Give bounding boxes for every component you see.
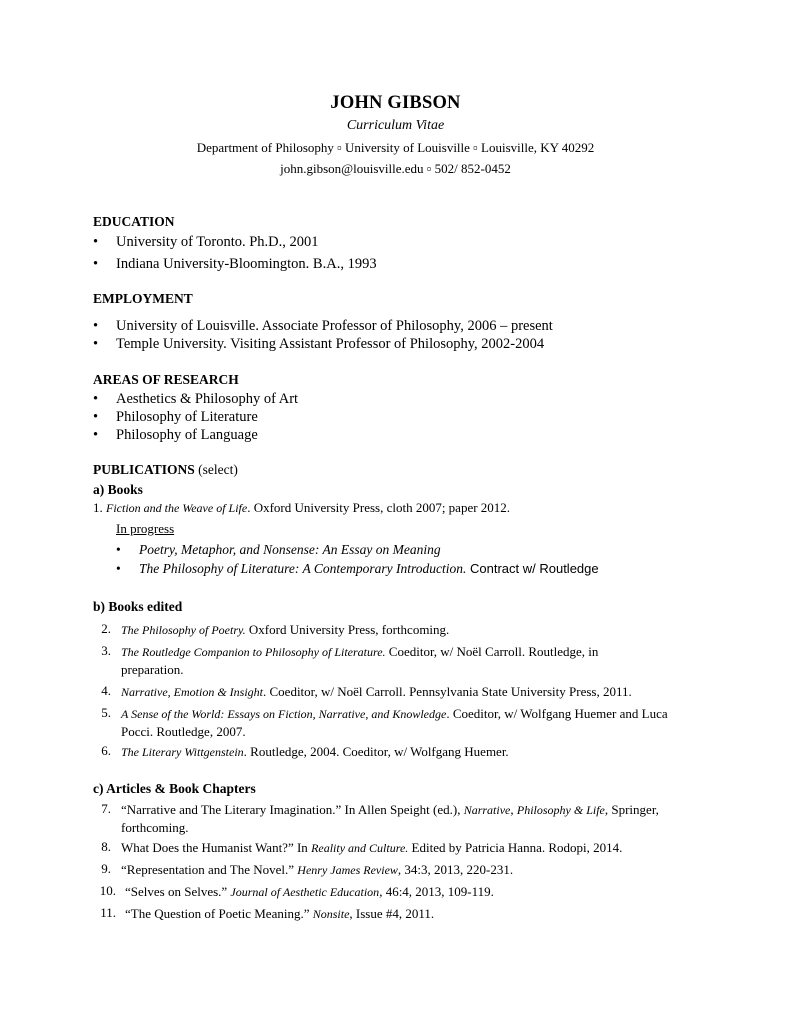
- edited-details: . Coeditor, w/ Wolfgang Huemer and Luca Pocci. Routledge, 2007.: [121, 706, 668, 739]
- article-details: , Issue #4, 2011.: [349, 906, 435, 921]
- article-text: “Selves on Selves.”: [125, 884, 231, 899]
- article-entry: [125, 883, 725, 901]
- article-entry: [125, 905, 725, 923]
- publications-heading: [93, 462, 238, 478]
- article-title: Journal of Aesthetic Education: [230, 885, 380, 899]
- article-details: , 46:4, 2013, 109-119.: [379, 884, 494, 899]
- in-progress-item: • Poetry, Metaphor, and Nonsense: An Essay on Meaning: [116, 542, 441, 557]
- research-item-text: Aesthetics & Philosophy of Art: [116, 391, 299, 407]
- article-title: Philosophy & Life: [516, 803, 605, 817]
- article-text: “The Question of Poetic Meaning.”: [125, 906, 313, 921]
- research-item-text: Philosophy of Language: [116, 427, 258, 443]
- article-title: Narrative: [463, 803, 511, 817]
- education-heading: EDUCATION: [93, 214, 175, 229]
- research-item: • Philosophy of Language: [93, 427, 258, 443]
- publications-heading-text: PUBLICATIONS: [93, 462, 195, 477]
- research-item: • Aesthetics & Philosophy of Art: [93, 391, 299, 407]
- address-line: Department of Philosophy ▫ University of Louisville ▫ Louisville, KY 40292: [196, 140, 595, 155]
- employment-item-text: University of Louisville. Associate Professor of Philosophy, 2006 – present: [116, 318, 553, 334]
- education-item: • University of Toronto. Ph.D., 2001: [93, 234, 319, 250]
- article-details: Edited by Patricia Hanna. Rodopi, 2014.: [408, 840, 623, 855]
- in-progress-item: • The Philosophy of Literature: A Contemporary Introduction. Contract w/ Routledge: [116, 561, 599, 576]
- article-title: Henry James Review: [297, 863, 398, 877]
- research-item: • Philosophy of Literature: [93, 409, 258, 425]
- entry-number: 4.: [101, 683, 111, 698]
- article-entry: [121, 839, 721, 857]
- edited-entry: [121, 621, 721, 639]
- books-edited-heading: b) Books edited: [93, 599, 183, 614]
- in-progress-title: Poetry, Metaphor, and Nonsense: An Essay on Meaning: [139, 542, 441, 557]
- articles-heading: c) Articles & Book Chapters: [93, 781, 256, 796]
- employment-item: • University of Louisville. Associate Professor of Philosophy, 2006 – present: [93, 318, 553, 334]
- entry-number: 11.: [100, 905, 116, 920]
- article-entry: [121, 801, 696, 837]
- article-separator: ,: [510, 802, 517, 817]
- edited-title: The Routledge Companion to Philosophy of Literature.: [121, 645, 386, 659]
- employment-item-text: Temple University. Visiting Assistant Professor of Philosophy, 2002-2004: [116, 336, 545, 352]
- book-title: Fiction and the Weave of Life: [106, 501, 248, 515]
- entry-number: 10.: [99, 883, 116, 898]
- article-text: “Representation and The Novel.”: [121, 862, 298, 877]
- edited-title: The Literary Wittgenstein: [121, 745, 244, 759]
- books-heading: a) Books: [93, 482, 143, 497]
- book-entry: [93, 500, 510, 516]
- cv-name: JOHN GIBSON: [330, 93, 461, 113]
- in-progress-details: Contract w/ Routledge: [466, 561, 599, 576]
- article-entry: [121, 861, 721, 879]
- edited-details: Oxford University Press, forthcoming.: [245, 622, 450, 637]
- article-details: , 34:3, 2013, 220-231.: [397, 862, 514, 877]
- edited-details: Coeditor, w/ Noël Carroll. Routledge, in preparation.: [121, 644, 599, 677]
- edited-entry: [121, 705, 681, 741]
- employment-heading: EMPLOYMENT: [93, 291, 193, 306]
- entry-number: 2.: [101, 621, 111, 636]
- entry-number: 6.: [101, 743, 111, 758]
- in-progress-label: [116, 521, 174, 537]
- publications-heading-note: (select): [198, 462, 238, 477]
- education-item-text: Indiana University-Bloomington. B.A., 1993: [116, 256, 377, 272]
- edited-title: The Philosophy of Poetry.: [121, 623, 246, 637]
- edited-entry: [121, 683, 721, 701]
- edited-entry: [121, 643, 641, 679]
- edited-title: Narrative, Emotion & Insight: [121, 685, 263, 699]
- article-text: “Narrative and The Literary Imagination.” In Allen Speight (ed.),: [121, 802, 464, 817]
- edited-details: . Routledge, 2004. Coeditor, w/ Wolfgang Huemer.: [243, 744, 509, 759]
- cv-subtitle: Curriculum Vitae: [346, 118, 445, 133]
- entry-number: 7.: [101, 801, 111, 816]
- entry-number: 8.: [101, 839, 111, 854]
- edited-details: . Coeditor, w/ Noël Carroll. Pennsylvania State University Press, 2011.: [263, 684, 632, 699]
- in-progress-label-text: In progress: [116, 521, 175, 536]
- in-progress-title: The Philosophy of Literature: A Contemporary Introduction.: [139, 561, 467, 576]
- entry-number: 9.: [101, 861, 111, 876]
- article-title: Nonsite: [312, 907, 350, 921]
- edited-title: A Sense of the World: Essays on Fiction, Narrative, and Knowledge: [121, 707, 447, 721]
- article-title: Reality and Culture.: [311, 841, 409, 855]
- research-item-text: Philosophy of Literature: [116, 409, 258, 425]
- education-item-text: University of Toronto. Ph.D., 2001: [116, 234, 319, 250]
- employment-item: • Temple University. Visiting Assistant Professor of Philosophy, 2002-2004: [93, 336, 545, 352]
- research-heading: AREAS OF RESEARCH: [93, 372, 239, 387]
- education-item: • Indiana University-Bloomington. B.A., 1993: [93, 256, 377, 272]
- book-details: . Oxford University Press, cloth 2007; paper 2012.: [247, 500, 511, 515]
- entry-number: 1.: [93, 500, 103, 515]
- article-details: , Springer, forthcoming.: [121, 802, 659, 835]
- article-text: What Does the Humanist Want?” In: [121, 840, 312, 855]
- entry-number: 5.: [101, 705, 111, 720]
- entry-number: 3.: [101, 643, 111, 658]
- contact-line: john.gibson@louisville.edu ▫ 502/ 852-0452: [280, 161, 511, 176]
- edited-entry: [121, 743, 721, 761]
